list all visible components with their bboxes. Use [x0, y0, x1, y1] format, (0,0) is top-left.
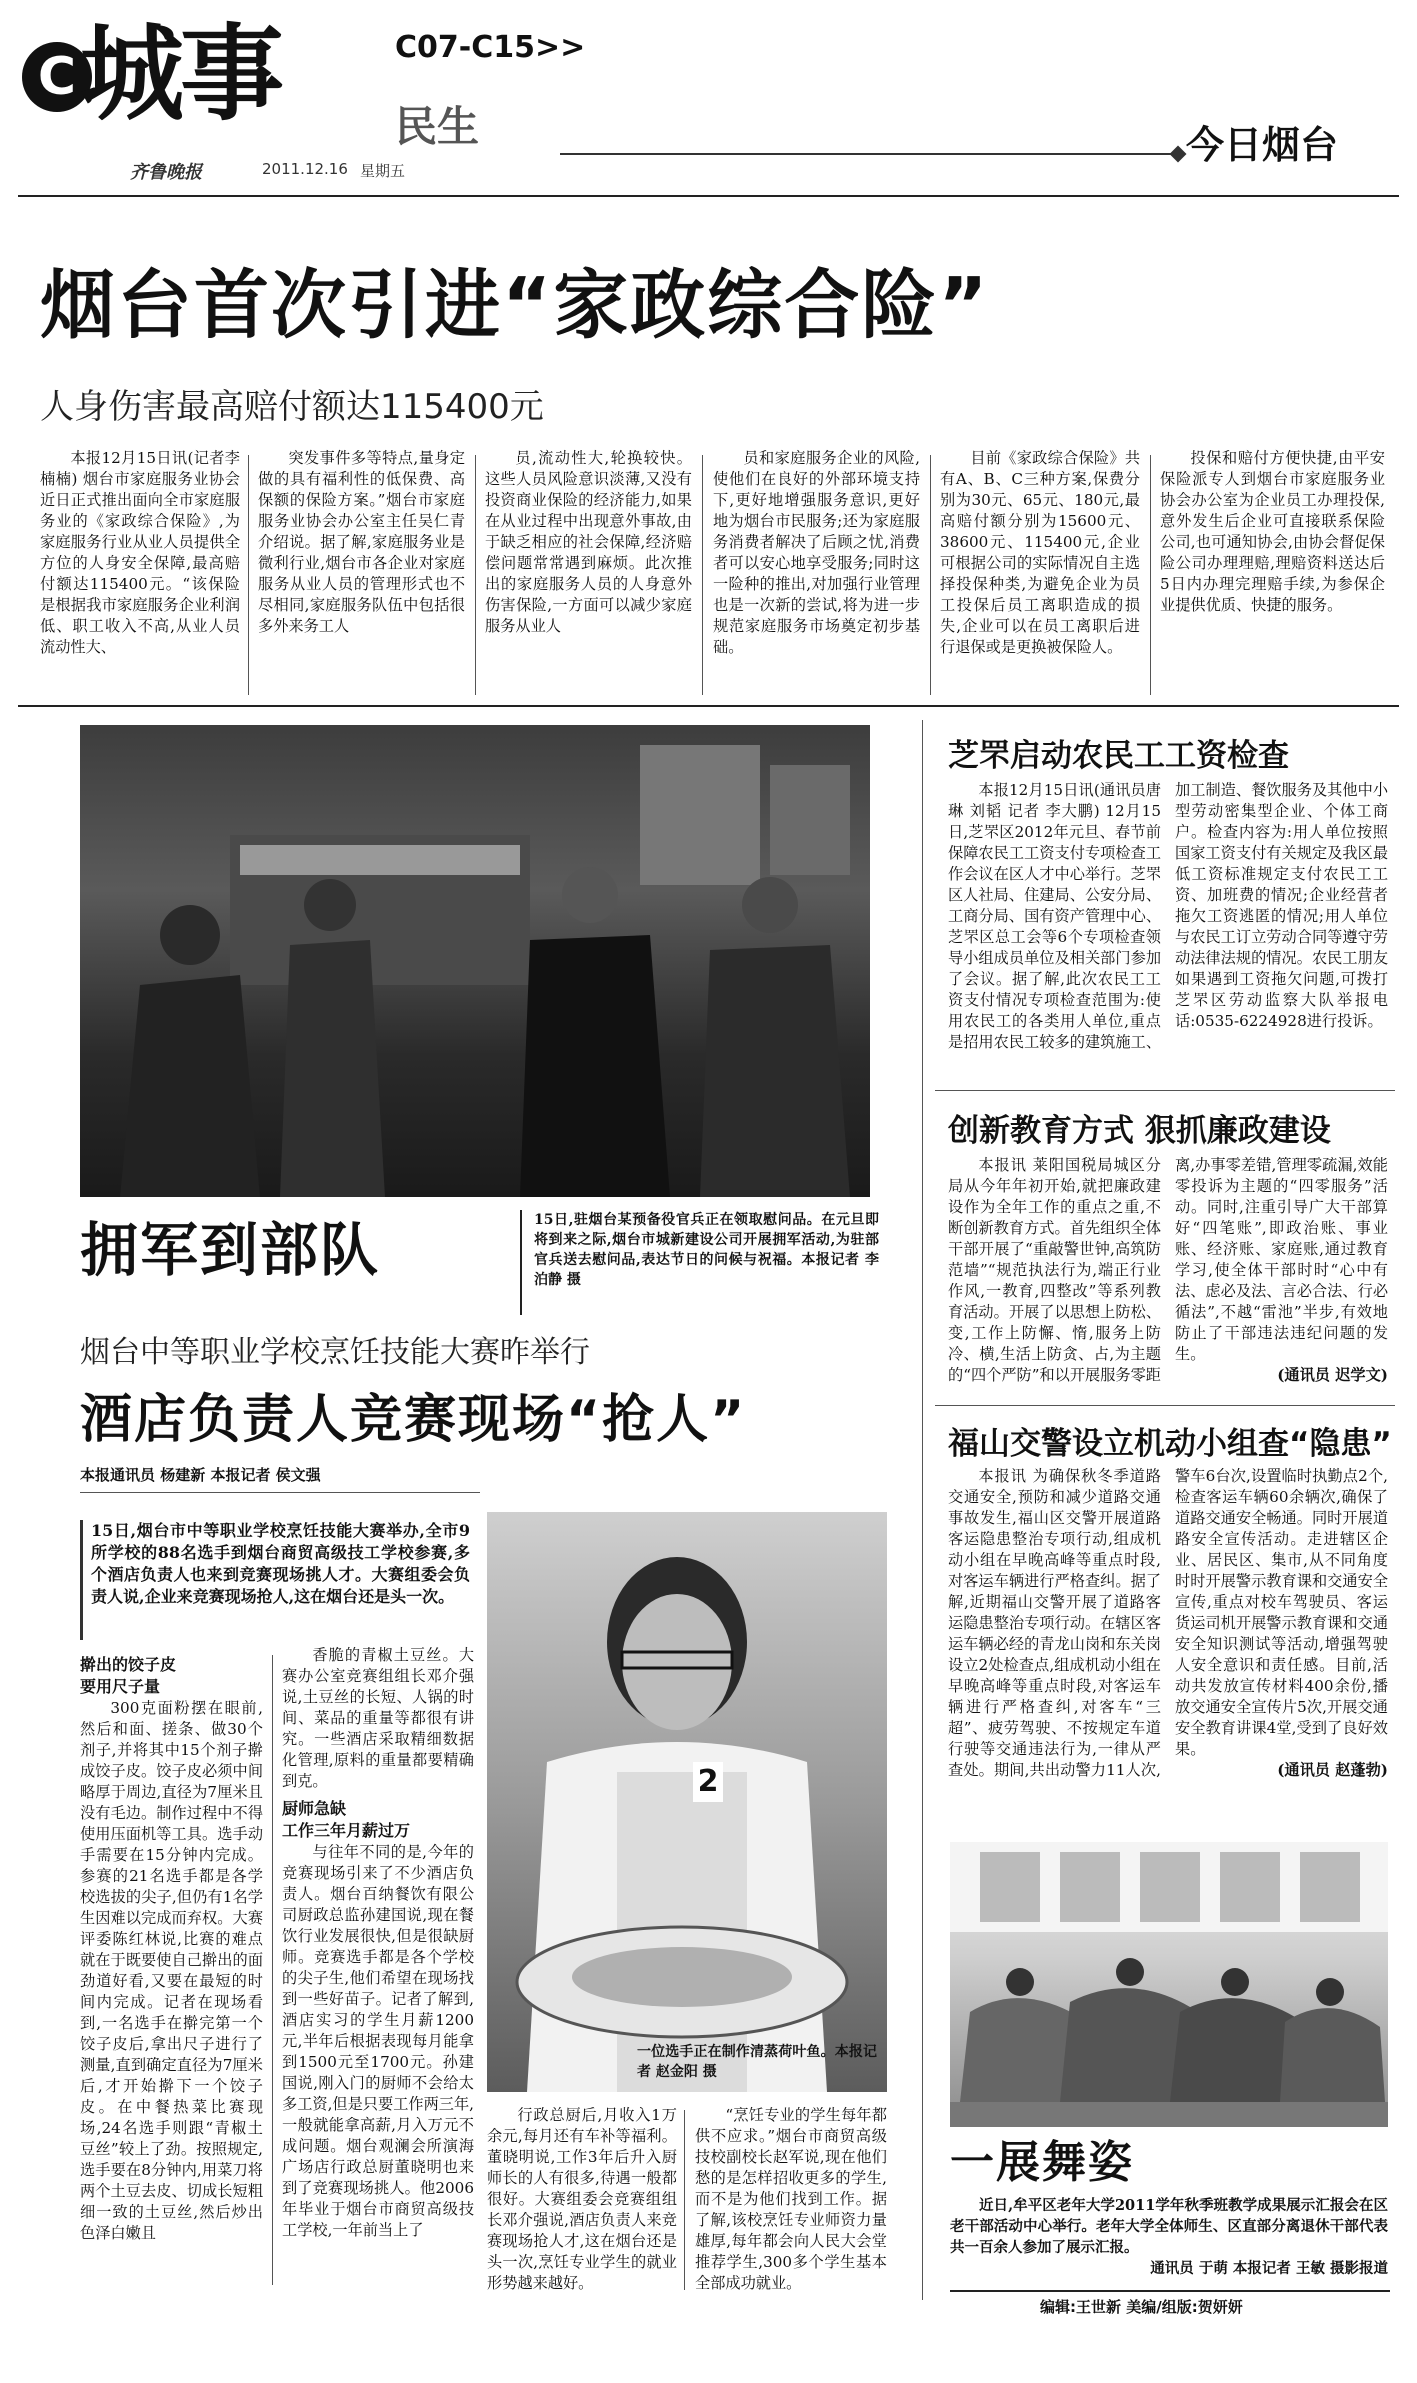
brief1-title: 芝罘启动农民工工资检查: [948, 738, 1289, 774]
masthead: [0, 0, 1417, 183]
issue-weekday: 星期五: [360, 162, 406, 180]
brief2-body: 本报讯 莱阳国税局城区分局从今年年初开始,就把廉政建设作为全年工作的重点之重,不断创新教育方式。首先组织全体干部开展了“重敲警世钟,高筑防范墙”“规范执法行为,端正行业作风,一教育,四整改”等系列教育活动。开展了以思想上防松、变,工作上防懈、惰,服务上防冷、横,生活上防贪、占,为主题的“四个严防”和以开展服务零距离,办事零差错,管理零疏漏,效能零投诉为主题的“四零服务”活动。同时,注重引导广大干部算好“四笔账”,即政治账、事业账、经济账、家庭账,通过教育学习,使全体干部时时“心中有法、虑必及法、言必合法、行必循法”,不越“雷池”半步,有效地防止了干部违法违纪问题的发生。: [948, 1156, 1388, 1384]
paper-name: 齐鲁晚报: [130, 162, 202, 183]
chef-photo-scene: [487, 1512, 887, 2092]
cooking-column-2: [282, 1645, 474, 2295]
cooking-kicker: 烟台中等职业学校烹饪技能大赛昨举行: [80, 1335, 590, 1370]
brief2-text: [948, 1155, 1388, 1405]
dance-caption-text: 近日,牟平区老年大学2011学年秋季班教学成果展示汇报会在区老干部活动中心举行。老年大学全体师生、区直部分离退休干部代表共一百余人参加了展示汇报。: [950, 2197, 1388, 2256]
brief2-rule: [935, 1405, 1395, 1406]
army-photo-scene: [80, 725, 870, 1197]
main-story-bottom-rule: [18, 705, 1399, 707]
brief2-title: 创新教育方式 狠抓廉政建设: [948, 1113, 1331, 1149]
cooking-col4-text: “烹饪专业的学生每年都供不应求。”烟台市商贸高级技校副校长赵军说,现在他们愁的是怎样招收更多的学生,而不是为他们找到工作。据了解,该校烹饪专业师资力量雄厚,每年都会向人民大会堂推荐学生,300多个学生基本全部成功就业。: [695, 2106, 887, 2292]
brief1-rule: [935, 1090, 1395, 1091]
brief1-text: [948, 780, 1388, 1070]
cooking-lead-text: 15日,烟台市中等职业学校烹饪技能大赛举办,全市9所学校的88名选手到烟台商贸高级技工学校参赛,多个酒店负责人也来到竞赛现场挑人才。大赛组委会负责人说,企业来竞赛现场抢人,这在烟台还是头一次。: [91, 1521, 470, 1606]
cooking-col1-text: 300克面粉摆在眼前,然后和面、搓条、做30个剂子,并将其中15个剂子擀成饺子皮。饺子皮必须中间略厚于周边,直径为7厘米且没有毛边。制作过程中不得使用压面机等工具。选手动手需要在15分钟内完成。参赛的21名选手都是各学校选拔的尖子,但仍有1名学生因难以完成而弃权。大赛评委陈红林说,比赛的难点就在于既要使自己擀出的面劲道好看,又要在最短的时间内完成。记者在现场看到,一名选手在擀完第一个饺子皮后,拿出尺子进行了测量,直到确定直径为7厘米后,才开始擀下一个饺子皮。在中餐热菜比赛现场,24名选手则跟“青椒土豆丝”较上了劲。按照规定,选手要在8分钟内,用菜刀将两个土豆去皮、切成长短粗细一致的土豆丝,然后炒出色泽白嫩且: [80, 1699, 263, 2242]
cooking-col3-text: 行政总厨后,月收入1万余元,每月还有车补等福利。董晓明说,工作3年后升入厨师长的人有很多,待遇一般都很好。大赛组委会竞赛组组长邓介强说,酒店负责人来竞赛现场抢人才,这在烟台还是头一次,烹饪专业学生的就业形势越来越好。: [487, 2106, 677, 2292]
dance-caption: [950, 2195, 1388, 2279]
main-col-rule-5: [1150, 455, 1151, 695]
dance-photo: [950, 1842, 1388, 2127]
cooking-column-4: [695, 2105, 887, 2295]
army-caption: 15日,驻烟台某预备役官兵正在领取慰问品。在元旦即将到来之际,烟台市城新建设公司开展拥军活动,为驻部官兵送去慰问品,表达节日的问候与祝福。本报记者 李泊静 摄: [534, 1212, 879, 1288]
brief2-credit: (通讯员 迟学文): [1277, 1366, 1388, 1384]
footer-editor: 编辑:王世新 美编/组版:贺妍妍: [1040, 2298, 1243, 2316]
brief1-body: 本报12月15日讯(通讯员唐琳 刘韬 记者 李大鹏) 12月15日,芝罘区2012年元旦、春节前保障农民工工资支付专项检查工作会议在区人才中心举行。芝罘区人社局、住建局、公安分局、工商分局、国有资产管理中心、芝罘区总工会等6个专项检查领导小组成员单位及相关部门参加了会议。据了解,此次农民工工资支付情况专项检查范围为:使用农民工的各类用人单位,重点是招用农民工较多的建筑施工、加工制造、餐饮服务及其他中小型劳动密集型企业、个体工商户。检查内容为:用人单位按照国家工资支付有关规定及我区最低工资标准规定支付农民工工资、加班费的情况;企业经营者拖欠工资逃匿的情况;用人单位与农民工订立劳动合同等遵守劳动法律法规的情况。农民工朋友如果遇到工资拖欠问题,可拨打芝罘区劳动监察大队举报电话:0535-6224928进行投诉。: [948, 781, 1388, 1051]
army-title: 拥军到部队: [80, 1216, 381, 1284]
cooking-col2b-text: 与往年不同的是,今年的竞赛现场引来了不少酒店负责人。烟台百纳餐饮有限公司厨政总监孙建国说,现在餐饮行业发展很快,但是很缺厨师。竞赛选手都是各个学校的尖子生,他们希望在现场找到一些好苗子。记者了解到,酒店实习的学生月薪1200元,半年后根据表现每月能拿到1500元至1700元。孙建国说,刚入门的厨师不会给太多工资,但是只要工作两三年,一般就能拿高薪,月入万元不成问题。烟台观澜会所演海广场店行政总厨董晓明也来到了竞赛现场挑人。他2006年毕业于烟台市商贸高级技工学校,一年前当上了: [282, 1843, 474, 2239]
cooking-column-1: [80, 1648, 263, 2293]
chef-photo: [487, 1512, 887, 2092]
cooking-col2a-text: 香脆的青椒土豆丝。大赛办公室竞赛组组长邓介强说,土豆丝的长短、人锅的时间、菜品的重量等都很有讲究。一些酒店采取精细数据化管理,原料的重量都要精确到克。: [282, 1646, 474, 1790]
cooking-lead: [80, 1520, 470, 1640]
main-col-rule-1: [248, 455, 249, 695]
cooking-sub2b: 工作三年月薪过万: [282, 1821, 411, 1840]
main-col-rule-3: [702, 455, 703, 695]
main-column-4: 员和家庭服务企业的风险,使他们在良好的外部环境支持下,更好地增强服务意识,更好地为烟台市民服务;还为家庭服务消费者解决了后顾之忧,消费者可以安心地享受服务;同时这一险种的推出,对加强行业管理也是一次新的尝试,将为进一步规范家庭服务市场奠定初步基础。: [713, 449, 920, 656]
subsection: 民生: [395, 102, 480, 151]
section-title: 城事: [80, 13, 281, 135]
brief3-credit: (通讯员 赵蓬勃): [1277, 1761, 1388, 1779]
brief3-body: 本报讯 为确保秋冬季道路交通安全,预防和减少道路交通事故发生,福山区交警开展道路客运隐患整治专项行动,组成机动小组在早晚高峰等重点时段,对客运车辆进行严格查纠。据了解,近期福山交警开展了道路客运隐患整治专项行动。在辖区客运车辆必经的青龙山岗和东关岗设立2处检查点,组成机动小组在早晚高峰等重点时段,对客运车辆进行严格查纠,对客车“三超”、疲劳驾驶、不按规定车道行驶等交通违法行为,一律从严查处。期间,共出动警力11人次,警车6台次,设置临时执勤点2个,检查客运车辆60余辆次,确保了道路交通安全畅通。同时开展道路安全宣传活动。走进辖区企业、居民区、集市,从不同角度时时开展警示教育课和交通安全宣传,重点对校车驾驶员、客运货运司机开展警示教育课和交通安全知识测试等活动,增强驾驶人安全意识和责任感。目前,活动共发放宣传材料400余份,播放交通安全宣传片5次,开展交通安全教育讲课4堂,受到了良好效果。: [948, 1467, 1388, 1779]
footer-rule: [950, 2290, 1390, 2292]
army-caption-rule: [520, 1210, 522, 1315]
main-subheadline: 人身伤害最高赔付额达115400元: [40, 387, 544, 427]
cooking-col-rule-1: [272, 1655, 273, 2285]
cooking-sub1: 擀出的饺子皮: [80, 1655, 177, 1674]
masthead-bottom-rule: [18, 195, 1399, 197]
cooking-sub2: 厨师急缺: [282, 1799, 347, 1818]
logo-letter: C: [37, 47, 77, 107]
right-column-rule: [922, 720, 923, 2300]
masthead-rule: [560, 153, 1180, 155]
cooking-column-3: [487, 2105, 677, 2295]
edition-label: 今日烟台: [1186, 123, 1339, 167]
cooking-col-rule-2: [684, 2110, 685, 2290]
main-column-5: 目前《家政综合保险》共有A、B、C三种方案,保费分别为30元、65元、180元,最高赔付额分别为15600元、38600元、115400元,企业可根据公司的实际情况自主选择投保种类,为避免企业为员工投保后员工离职造成的损失,企业可以在员工离职后进行退保或是更换被保险人。: [940, 449, 1140, 656]
main-column-1: 本报12月15日讯(记者李楠楠) 烟台市家庭服务业协会近日正式推出面向全市家庭服务业的《家政综合保险》,为家庭服务行业从业人员提供全方位的人身安全保障,最高赔付额达115400元。“该保险是根据我市家庭服务企业利润低、职工收入不高,从业人员流动性大、: [40, 449, 240, 656]
cooking-byline-rule: [80, 1492, 480, 1493]
issue-date: 2011.12.16: [262, 160, 348, 178]
army-photo: [80, 725, 870, 1197]
page-range: C07-C15>>: [395, 30, 586, 65]
cooking-headline: 酒店负责人竞赛现场“抢人”: [80, 1390, 747, 1450]
main-headline: 烟台首次引进“家政综合险”: [40, 261, 990, 349]
main-column-6: 投保和赔付方便快捷,由平安保险派专人到烟台市家庭服务业协会办公室为企业员工办理投保,意外发生后企业可直接联系保险公司,也可通知协会,由协会督促保险公司办理理赔,理赔资料送达后5日内办理完理赔手续,为参保企业提供优质、快捷的服务。: [1160, 449, 1385, 614]
brief3-text: [948, 1466, 1388, 1836]
main-col-rule-2: [475, 455, 476, 695]
main-col-rule-4: [930, 455, 931, 695]
apron-number: 2: [693, 1762, 723, 1802]
main-column-2: 突发事件多等特点,量身定做的具有福利性的低保费、高保额的保险方案。”烟台市家庭服务业协会办公室主任吴仁青介绍说。据了解,家庭服务业是微利行业,烟台市各企业对家庭服务从业人员的管理形式也不尽相同,家庭服务队伍中包括很多外来务工人: [258, 449, 465, 635]
cooking-sub1b: 要用尺子量: [80, 1677, 161, 1696]
masthead-rule-dot: [1170, 146, 1187, 163]
main-column-3: 员,流动性大,轮换较快。这些人员风险意识淡薄,又没有投资商业保险的经济能力,如果在从业过程中出现意外事故,由于缺乏相应的社会保障,经济赔偿问题常常遇到麻烦。此次推出的家庭服务人员的人身意外伤害保险,一方面可以减少家庭服务从业人: [485, 449, 692, 635]
chef-photo-caption: 一位选手正在制作清蒸荷叶鱼。本报记者 赵金阳 摄: [637, 2044, 877, 2080]
dance-title: 一展舞姿: [950, 2137, 1134, 2188]
dance-credit: 通讯员 于萌 本报记者 王敏 摄影报道: [1150, 2260, 1388, 2277]
dance-photo-scene: [950, 1842, 1388, 2127]
cooking-byline: 本报通讯员 杨建新 本报记者 侯文强: [80, 1466, 321, 1484]
brief3-title: 福山交警设立机动小组查“隐患”: [948, 1426, 1392, 1462]
